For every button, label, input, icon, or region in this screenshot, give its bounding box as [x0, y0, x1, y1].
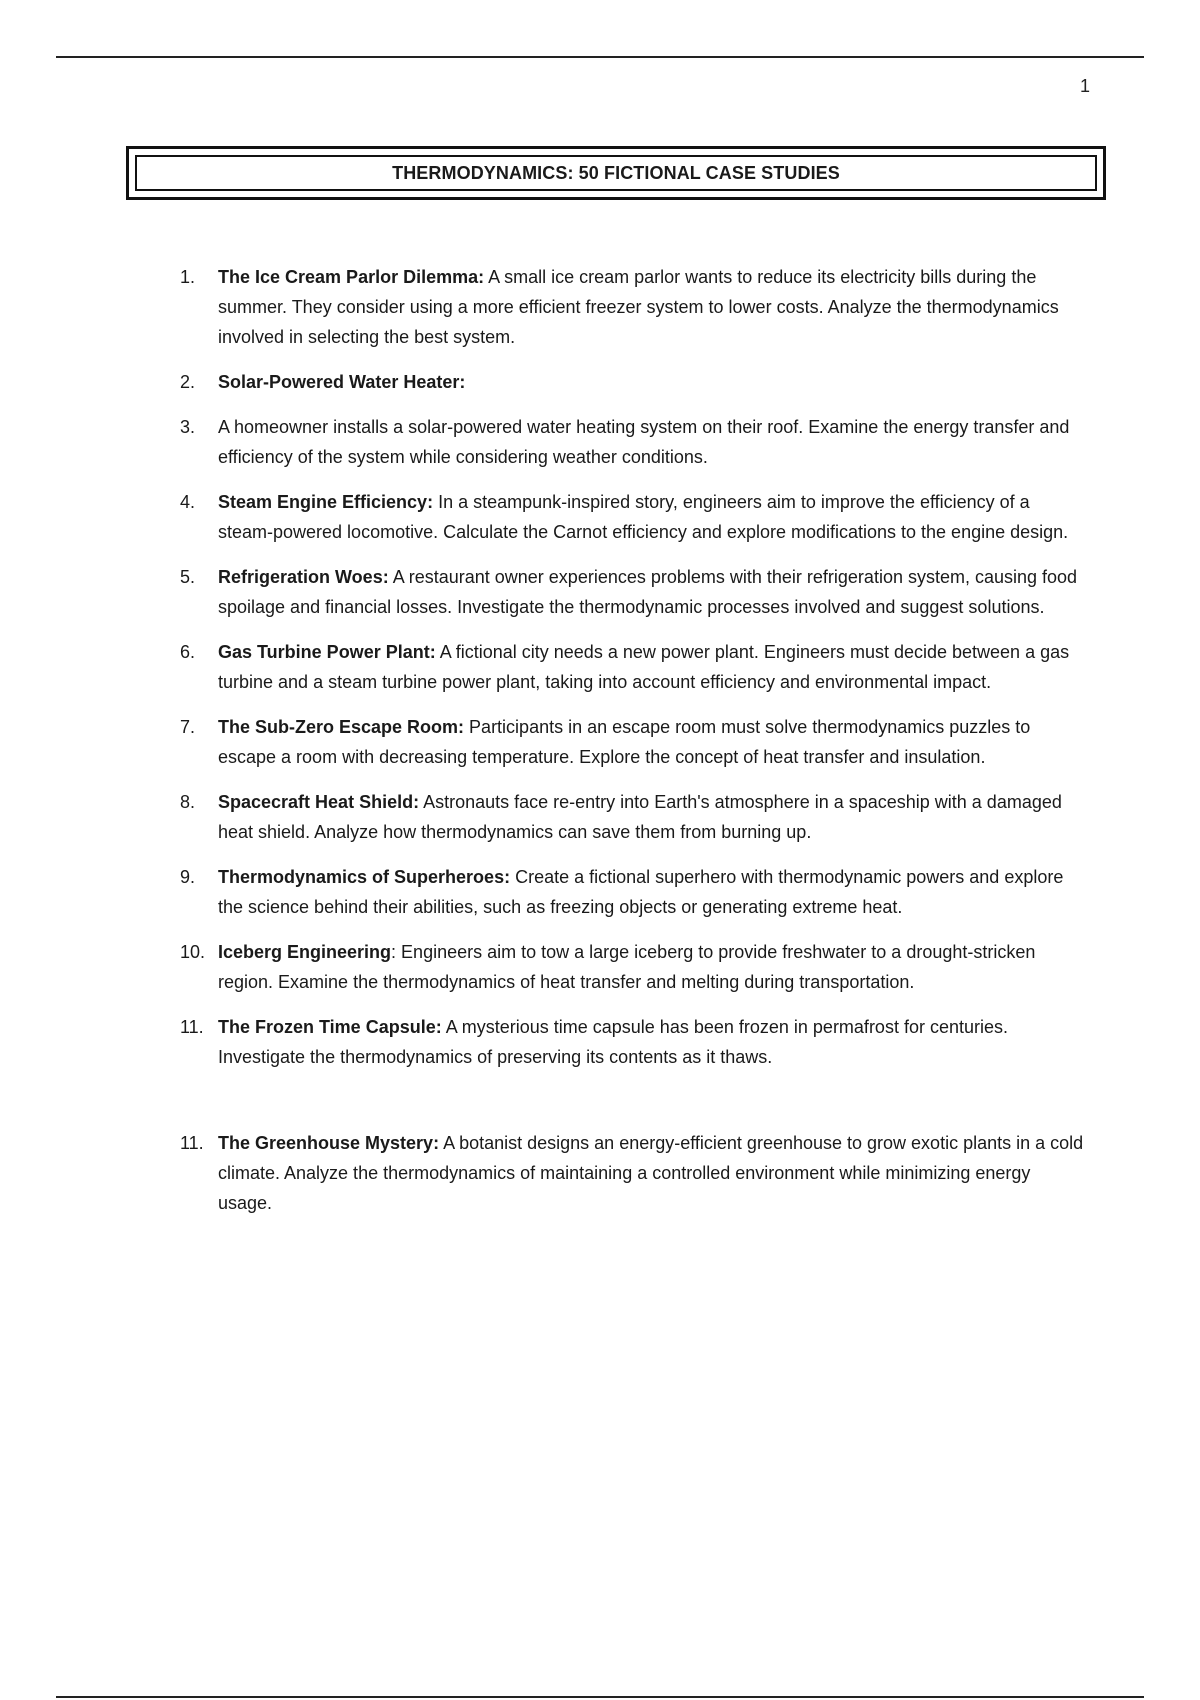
item-title: Iceberg Engineering	[218, 942, 392, 962]
list-item	[180, 412, 1085, 472]
item-number: 1.	[180, 267, 196, 287]
case-study-list	[180, 262, 1085, 1233]
item-description: : Engineers aim to tow a large iceberg to provide freshwater to a drought-stricken region. Examine the thermodynamics of heat transfer and melting during transportation.	[218, 942, 1036, 992]
item-title: Spacecraft Heat Shield:	[218, 792, 420, 812]
list-item	[180, 862, 1085, 922]
item-description: Participants in an escape room must solve thermodynamics puzzles to escape a room with decreasing temperature. Explore the concept of heat transfer and insulation.	[218, 717, 1031, 767]
item-number: 4.	[180, 492, 196, 512]
list-item	[180, 937, 1085, 997]
header-rule	[56, 56, 1144, 58]
item-description: In a steampunk-inspired story, engineers aim to improve the efficiency of a steam-powered locomotive. Calculate the Carnot efficiency and explore modifications to the engine design.	[218, 492, 1069, 542]
list-item	[180, 1012, 1085, 1072]
item-description: A botanist designs an energy-efficient greenhouse to grow exotic plants in a cold climate. Analyze the thermodynamics of maintaining a controlled environment while minimizing energy usage.	[218, 1133, 1084, 1213]
item-title: The Sub-Zero Escape Room:	[218, 717, 465, 737]
item-description: Create a fictional superhero with thermodynamic powers and explore the science behind their abilities, such as freezing objects or generating extreme heat.	[218, 867, 1064, 917]
item-description: Astronauts face re-entry into Earth's atmosphere in a spaceship with a damaged heat shield. Analyze how thermodynamics can save them from burning up.	[218, 792, 1062, 842]
item-description: A homeowner installs a solar-powered water heating system on their roof. Examine the energy transfer and efficiency of the system while considering weather conditions.	[218, 417, 1070, 467]
item-number: 9.	[180, 867, 196, 887]
item-title: Gas Turbine Power Plant:	[218, 642, 436, 662]
item-description: A mysterious time capsule has been frozen in permafrost for centuries. Investigate the thermodynamics of preserving its contents as it thaws.	[218, 1017, 1008, 1067]
list-item	[180, 1128, 1085, 1218]
page-number: 1	[1079, 76, 1090, 96]
item-number: 11.	[180, 1017, 204, 1037]
item-description: A fictional city needs a new power plant. Engineers must decide between a gas turbine and a steam turbine power plant, taking into account efficiency and environmental impact.	[218, 642, 1070, 692]
item-title: Solar-Powered Water Heater:	[218, 372, 466, 392]
footer-rule	[56, 1696, 1144, 1698]
item-number: 3.	[180, 417, 196, 437]
item-number: 5.	[180, 567, 196, 587]
item-number: 11.	[180, 1133, 204, 1153]
list-item	[180, 487, 1085, 547]
list-item	[180, 562, 1085, 622]
list-item	[180, 367, 1085, 397]
item-title: The Frozen Time Capsule:	[218, 1017, 442, 1037]
item-description: A restaurant owner experiences problems with their refrigeration system, causing food spoilage and financial losses. Investigate the thermodynamic processes involved and suggest solutions.	[218, 567, 1078, 617]
item-title: The Ice Cream Parlor Dilemma:	[218, 267, 485, 287]
item-title: Refrigeration Woes:	[218, 567, 389, 587]
title-inner-border	[135, 155, 1097, 191]
list-item	[180, 712, 1085, 772]
list-item	[180, 637, 1085, 697]
item-number: 6.	[180, 642, 196, 662]
list-item	[180, 787, 1085, 847]
document-title: THERMODYNAMICS: 50 FICTIONAL CASE STUDIES	[392, 162, 840, 183]
item-number: 7.	[180, 717, 196, 737]
item-title: The Greenhouse Mystery:	[218, 1133, 440, 1153]
title-box	[126, 146, 1106, 200]
item-title: Thermodynamics of Superheroes:	[218, 867, 511, 887]
list-item	[180, 262, 1085, 352]
item-number: 10.	[180, 942, 206, 962]
item-number: 8.	[180, 792, 196, 812]
item-number: 2.	[180, 372, 196, 392]
item-description: A small ice cream parlor wants to reduce its electricity bills during the summer. They consider using a more efficient freezer system to lower costs. Analyze the thermodynamics involved in selecting the best system.	[218, 267, 1059, 347]
item-title: Steam Engine Efficiency:	[218, 492, 434, 512]
